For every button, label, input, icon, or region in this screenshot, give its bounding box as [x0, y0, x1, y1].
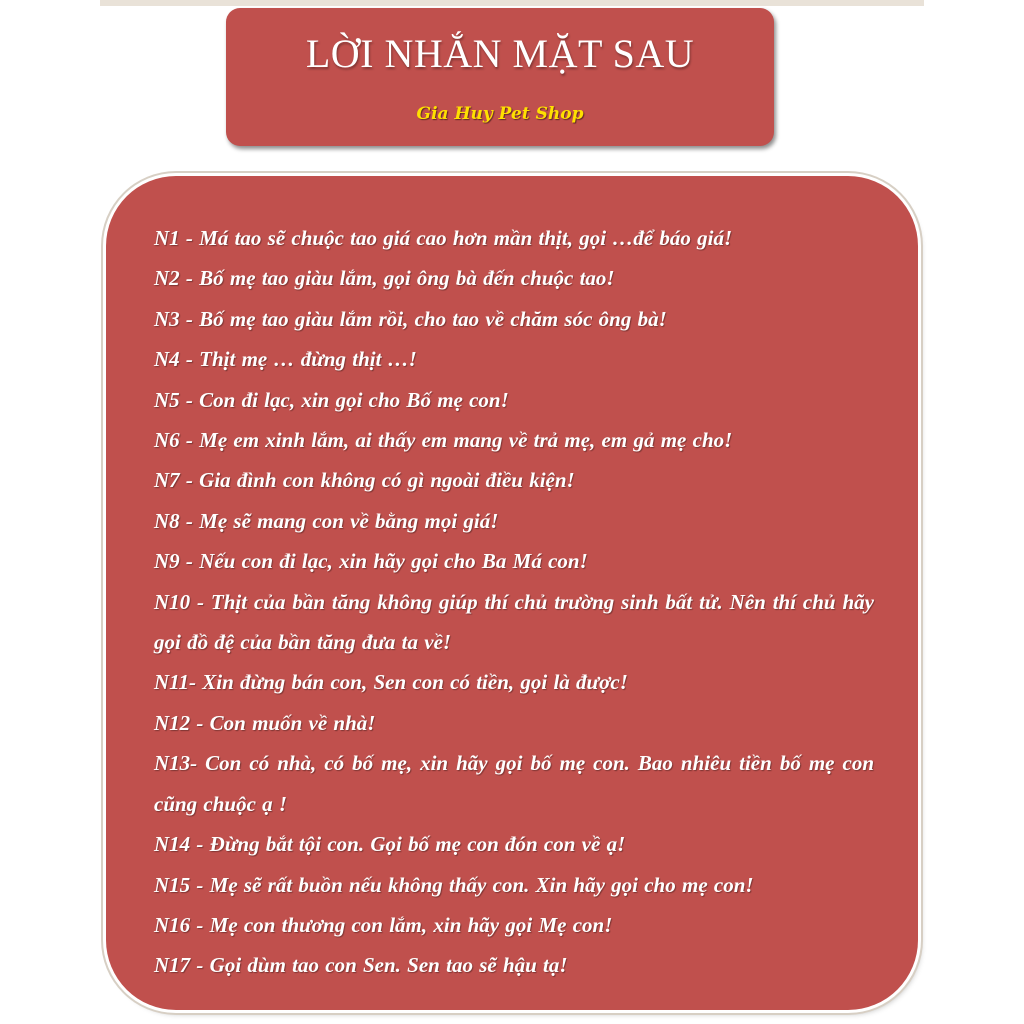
- note-item-n13: N13- Con có nhà, có bố mẹ, xin hãy gọi bố mẹ con. Bao nhiêu tiền bố mẹ con cũng chuộc ạ !: [154, 751, 874, 816]
- page-title: LỜI NHẮN MẶT SAU: [305, 31, 695, 76]
- note-item-n12: N12 - Con muốn về nhà!: [154, 710, 376, 735]
- note-item-n6: N6 - Mẹ em xinh lắm, ai thấy em mang về trả mẹ, em gả mẹ cho!: [154, 428, 733, 453]
- note-item-n8: N8 - Mẹ sẽ mang con về bằng mọi giá!: [154, 508, 499, 533]
- note-item-n7: N7 - Gia đình con không có gì ngoài điều kiện!: [154, 468, 575, 493]
- notes-panel: [106, 176, 918, 1010]
- note-item-n15: N15 - Mẹ sẽ rất buồn nếu không thấy con. Xin hãy gọi cho mẹ con!: [154, 872, 754, 897]
- title-banner: [226, 8, 774, 146]
- note-item-n3: N3 - Bố mẹ tao giàu lắm rồi, cho tao về chăm sóc ông bà!: [154, 306, 667, 331]
- note-item-n1: N1 - Má tao sẽ chuộc tao giá cao hơn mần thịt, gọi …để báo giá!: [154, 226, 733, 250]
- note-item-n17: N17 - Gọi dùm tao con Sen. Sen tao sẽ hậu tạ!: [154, 953, 568, 978]
- shop-name: Gia Huy Pet Shop: [416, 104, 584, 124]
- note-item-n9: N9 - Nếu con đi lạc, xin hãy gọi cho Ba Má con!: [154, 549, 588, 574]
- note-item-n4: N4 - Thịt mẹ … đừng thịt …!: [154, 347, 417, 372]
- note-item-n14: N14 - Đừng bắt tội con. Gọi bố mẹ con đón con về ạ!: [154, 832, 626, 857]
- note-item-n2: N2 - Bố mẹ tao giàu lắm, gọi ông bà đến chuộc tao!: [154, 266, 615, 291]
- top-divider: [100, 0, 924, 6]
- note-item-n5: N5 - Con đi lạc, xin gọi cho Bố mẹ con!: [154, 387, 509, 412]
- notes-list: [154, 218, 874, 986]
- note-item-n10: N10 - Thịt của bần tăng không giúp thí chủ trường sinh bất tử. Nên thí chủ hãy gọi đồ đệ của bần tăng đưa ta về!: [154, 589, 874, 655]
- note-item-n11: N11- Xin đừng bán con, Sen con có tiền, gọi là được!: [154, 670, 628, 695]
- note-item-n16: N16 - Mẹ con thương con lắm, xin hãy gọi Mẹ con!: [154, 912, 613, 937]
